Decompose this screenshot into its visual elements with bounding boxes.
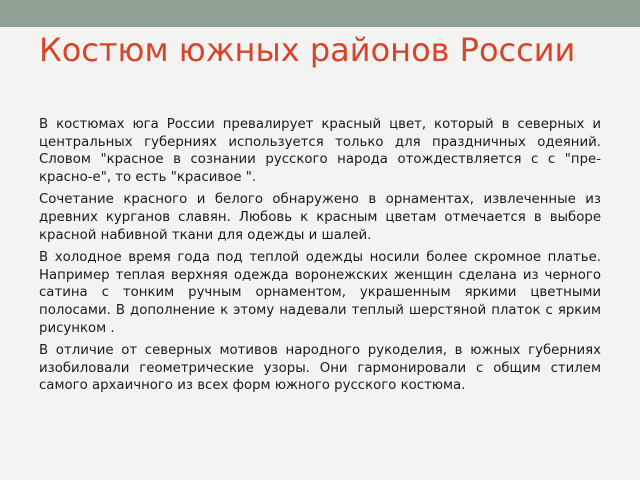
paragraph-3: В холодное время года под теплой одежды носили более скромное платье. Например теплая верхняя одежда воронежских женщин сделана из черного сатина с тонким ручным орнаментом, украшенным яркими цветными полосами. В дополнение к этому надевали теплый шерстяной платок с ярким рисунком . xyxy=(39,250,601,336)
paragraph-1: В костюмах юга России превалирует красный цвет, который в северных и центральных губерниях используется только для праздничных одеяний. Словом "красное в сознании русского народа отождествляется с с "пре-красно-е", то есть "красивое ". xyxy=(39,117,601,185)
slide-title: Костюм южных районов России xyxy=(39,31,576,69)
paragraph-2: Сочетание красного и белого обнаружено в орнаментах, извлеченные из древних курганов славян. Любовь к красным цветам отмечается в выборе красной набивной ткани для одежды и шалей. xyxy=(39,192,601,243)
top-decorative-band xyxy=(0,0,640,27)
paragraph-4: В отличие от северных мотивов народного рукоделия, в южных губерниях изобиловали геометрические узоры. Они гармонировали с общим стилем самого архаичного из всех форм южного русского костюма. xyxy=(39,343,601,394)
slide-body xyxy=(39,116,601,400)
